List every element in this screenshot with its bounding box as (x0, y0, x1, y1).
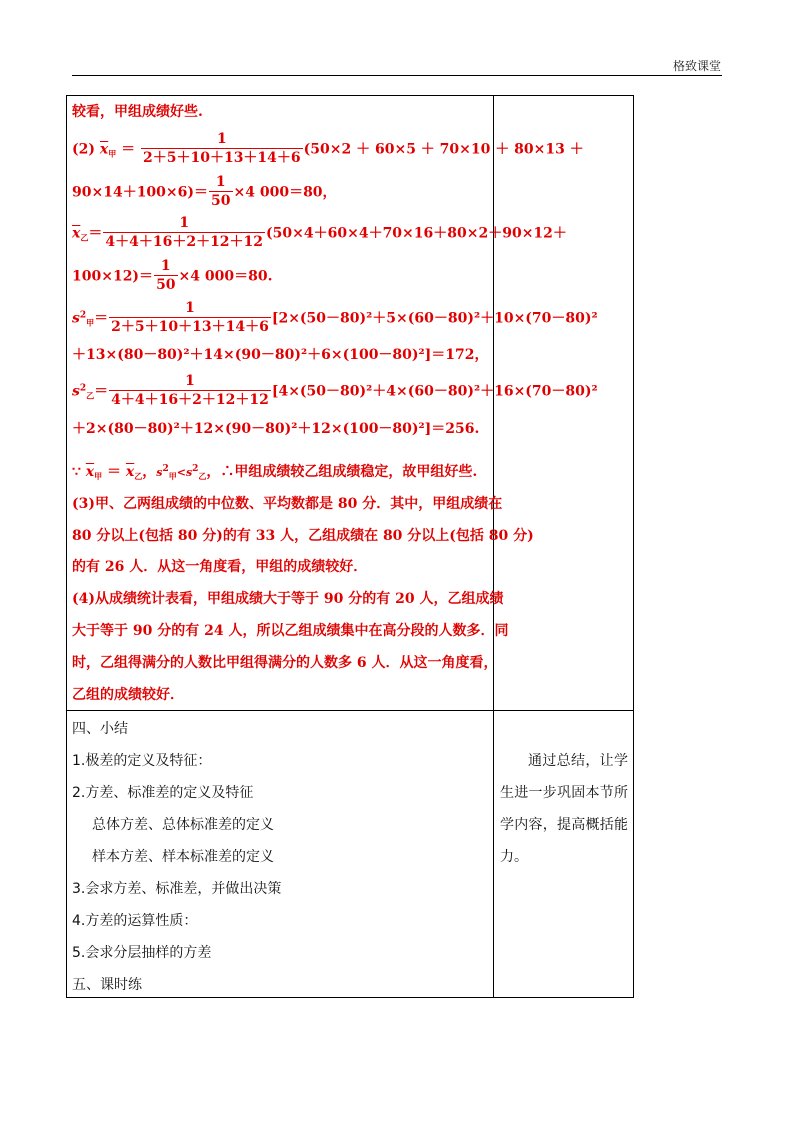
s-symbol: s (156, 466, 163, 479)
teaching-note: 通过总结，让学生进一步巩固本节所学内容，提高概括能力。 (500, 753, 628, 865)
summary-subitem: 总体方差、总体标准差的定义 (92, 817, 274, 833)
fraction-denominator: 4＋4＋16＋2＋12＋12 (105, 234, 264, 250)
because-symbol: ∵ (72, 464, 81, 480)
s-symbol: s (72, 310, 80, 327)
mean-jia-formula (72, 131, 584, 168)
summary-item: 5.会求分层抽样的方差 (72, 945, 212, 961)
subscript-jia: 甲 (86, 317, 95, 328)
fraction-denominator: 4＋4＋16＋2＋12＋12 (111, 392, 269, 408)
square-sup: 2 (79, 383, 87, 394)
fraction-denominator: 2＋5＋10＋13＋14＋6 (142, 150, 301, 166)
summary-item: 4.方差的运算性质： (72, 913, 198, 929)
fraction-denominator: 50 (156, 277, 176, 293)
equals-sign: ＝ (88, 225, 103, 242)
mean-yi-result (72, 258, 272, 295)
fraction-numerator: 1 (209, 174, 232, 192)
square-sup: 2 (162, 464, 169, 474)
variance-yi-cont: ＋2×(80－80)²＋12×(90－80)²＋12×(100－80)²]＝256. (72, 421, 480, 437)
subscript-jia: 甲 (94, 471, 103, 481)
mean-yi-formula (72, 215, 567, 252)
summary-subitem: 样本方差、样本标准差的定义 (92, 849, 274, 865)
fraction-jia (109, 300, 271, 337)
mean-value: ×4 000＝80， (233, 184, 337, 201)
mean-value: ×4 000＝80. (178, 268, 273, 285)
part4-line-1: (4)从成绩统计表看，甲组成绩大于等于 90 分的有 20 人，乙组成绩 (72, 591, 504, 607)
less-than: < (176, 466, 186, 479)
part3-line-2: 80 分以上(包括 80 分)的有 33 人，乙组成绩在 80 分以上(包括 80 分) (72, 528, 534, 544)
xbar-symbol: $\overline{x}$ (125, 464, 135, 480)
comma: ， (142, 464, 157, 480)
xbar-symbol: $\overline{x}$ (85, 464, 95, 480)
weighted-sum-cont: 90×14＋100×6)＝ (72, 184, 209, 201)
subscript-jia: 甲 (108, 148, 117, 159)
fraction-jia (141, 131, 303, 168)
part3-line-1: (3)甲、乙两组成绩的中位数、平均数都是 80 分．其中，甲组成绩在 (72, 496, 503, 512)
square-sup: 2 (192, 464, 199, 474)
s-symbol: s (185, 466, 193, 479)
part4-line-4: 乙组的成绩较好． (72, 687, 184, 703)
weighted-sum-cont: 100×12)＝ (72, 268, 154, 285)
equals-sign: ＝ (107, 464, 122, 480)
summary-item: 2.方差、标准差的定义及特征 (72, 785, 254, 801)
summary-item: 1.极差的定义及特征： (72, 753, 212, 769)
variance-jia-cont: ＋13×(80－80)²＋14×(90－80)²＋6×(100－80)²]＝172， (72, 347, 489, 363)
header-title: 格致课堂 (672, 59, 721, 73)
part-label: (2) (72, 141, 95, 158)
summary-item: 3.会求方差、标准差，并做出决策 (72, 881, 282, 897)
subscript-jia: 甲 (168, 471, 177, 481)
fraction-yi (109, 373, 271, 410)
part4-line-2: 大于等于 90 分的有 24 人，所以乙组成绩集中在高分段的人数多．同 (72, 623, 509, 639)
subscript-yi: 乙 (86, 390, 95, 401)
variance-sum: [2×(50－80)²＋5×(60－80)²＋10×(70－80)² (271, 310, 598, 327)
variance-jia-formula (72, 300, 598, 337)
xbar-symbol: $\overline{x}$ (99, 141, 109, 158)
mean-jia-result (72, 174, 337, 211)
weighted-sum: (50×4＋60×4＋70×16＋80×2＋90×12＋ (266, 225, 567, 242)
comparison-line (72, 463, 477, 482)
subscript-yi: 乙 (134, 471, 143, 481)
part3-line-3: 的有 26 人．从这一角度看，甲组的成绩较好． (72, 559, 368, 575)
fraction-numerator: 1 (109, 373, 271, 391)
fraction-numerator: 1 (109, 300, 271, 318)
fraction-1-50 (154, 258, 177, 295)
fraction-numerator: 1 (141, 131, 303, 149)
fraction-numerator: 1 (154, 258, 177, 276)
fraction-denominator: 2＋5＋10＋13＋14＋6 (111, 319, 269, 335)
weighted-sum: (50×2 ＋ 60×5 ＋ 70×10 ＋ 80×13 ＋ (303, 141, 584, 158)
conclusion-text: ，∴甲组成绩较乙组成绩稳定，故甲组好些. (206, 464, 478, 480)
part4-line-3: 时，乙组得满分的人数比甲组得满分的人数多 6 人．从这一角度看， (72, 655, 498, 671)
next-section-heading: 五、课时练 (72, 977, 142, 993)
summary-heading: 四、小结 (72, 721, 128, 737)
equals-sign: ＝ (121, 141, 136, 158)
fraction-denominator: 50 (211, 193, 231, 209)
header-rule (72, 75, 722, 76)
answer-line-1: 较看，甲组成绩好些. (72, 104, 203, 120)
fraction-numerator: 1 (103, 215, 265, 233)
fraction-1-50 (209, 174, 232, 211)
subscript-yi: 乙 (198, 471, 207, 481)
equals-sign: ＝ (94, 383, 109, 400)
xbar-symbol: $\overline{x}$ (72, 225, 81, 242)
square-sup: 2 (79, 310, 87, 321)
variance-sum: [4×(50－80)²＋4×(60－80)²＋16×(70－80)² (271, 383, 598, 400)
fraction-yi (103, 215, 265, 252)
variance-yi-formula (72, 373, 598, 410)
subscript-yi: 乙 (80, 232, 89, 243)
s-symbol: s (72, 383, 80, 400)
equals-sign: ＝ (94, 310, 109, 327)
